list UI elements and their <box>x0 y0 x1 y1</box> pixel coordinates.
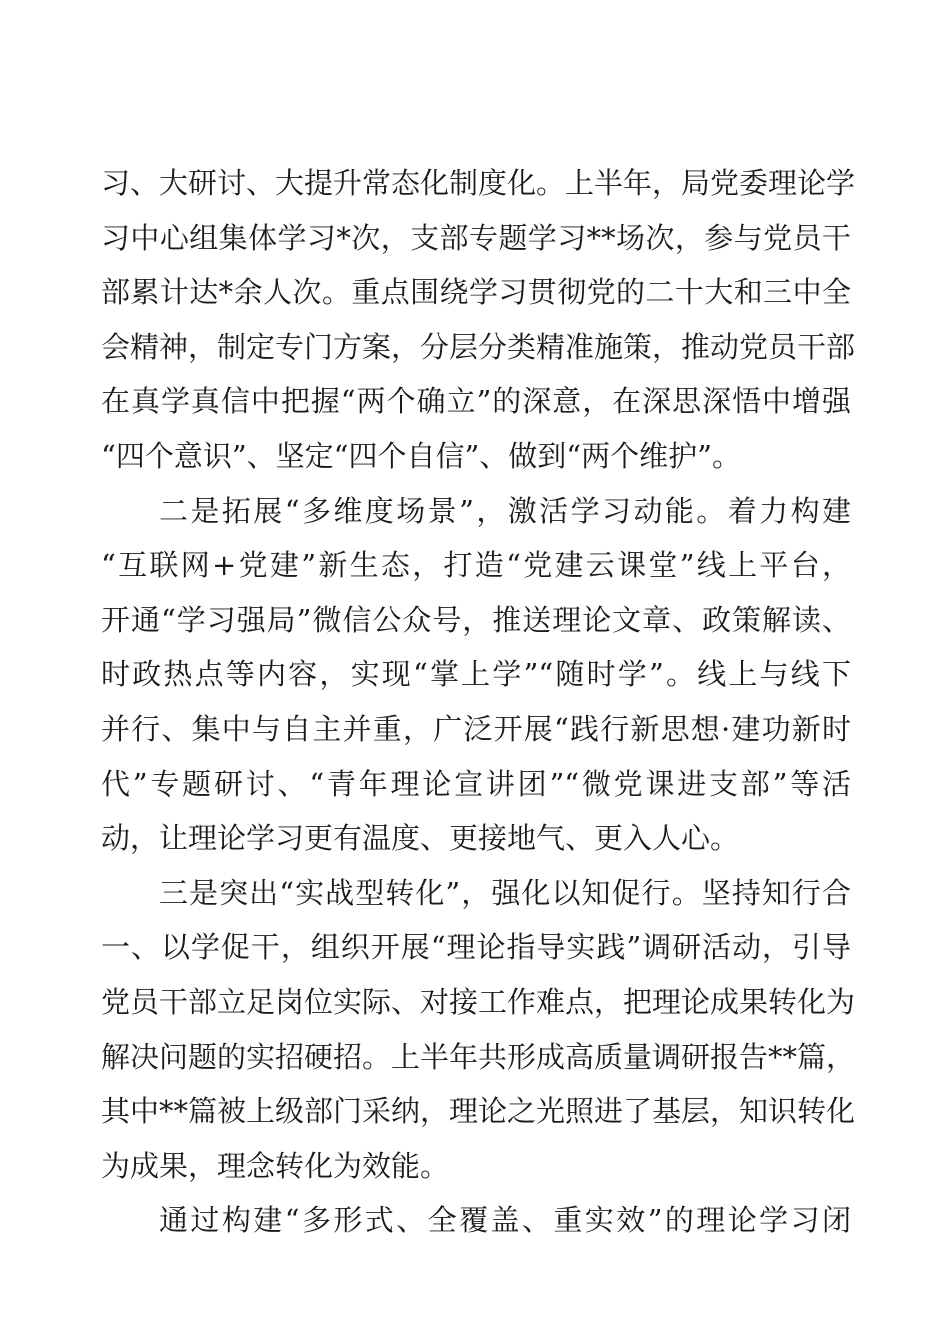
text-line: 习、大研讨、大提升常态化制度化。上半年，局党委理论学 <box>101 166 856 200</box>
text-line: 二是拓展“多维度场景”，激活学习动能。着力构建 <box>159 493 851 528</box>
text-line: 部累计达*余人次。重点围绕学习贯彻党的二十大和三中全 <box>101 275 851 310</box>
text-line: 习中心组集体学习*次，支部专题学习**场次，参与党员干 <box>101 220 851 255</box>
text-line: 并行、集中与自主并重，广泛开展“践行新思想·建功新时 <box>101 711 851 746</box>
text-line: “互联网+党建”新生态，打造“党建云课堂”线上平台， <box>101 548 851 583</box>
text-line: 解决问题的实招硬招。上半年共形成高质量调研报告**篇， <box>101 1039 856 1074</box>
text-line: 为成果，理念转化为效能。 <box>101 1148 450 1183</box>
text-line: 会精神，制定专门方案，分层分类精准施策，推动党员干部 <box>101 329 856 364</box>
text-line: 其中**篇被上级部门采纳，理论之光照进了基层，知识转化 <box>101 1094 856 1129</box>
text-line: “四个意识”、坚定“四个自信”、做到“两个维护”。 <box>101 438 741 473</box>
text-line: 动，让理论学习更有温度、更接地气、更入人心。 <box>101 821 740 856</box>
text-line: 党员干部立足岗位实际、对接工作难点，把理论成果转化为 <box>101 984 856 1019</box>
text-line: 通过构建“多形式、全覆盖、重实效”的理论学习闭 <box>159 1203 851 1238</box>
text-line: 开通“学习强局”微信公众号，推送理论文章、政策解读、 <box>101 602 851 637</box>
text-line: 时政热点等内容，实现“掌上学”“随时学”。线上与线下 <box>101 657 851 692</box>
text-line: 代”专题研讨、“青年理论宣讲团”“微党课进支部”等活 <box>101 766 851 801</box>
text-line: 三是突出“实战型转化”，强化以知促行。坚持知行合 <box>159 875 851 910</box>
body-text <box>101 156 856 1248</box>
text-line: 在真学真信中把握“两个确立”的深意，在深思深悟中增强 <box>101 384 851 419</box>
text-line: 一、以学促干，组织开展“理论指导实践”调研活动，引导 <box>101 930 851 965</box>
